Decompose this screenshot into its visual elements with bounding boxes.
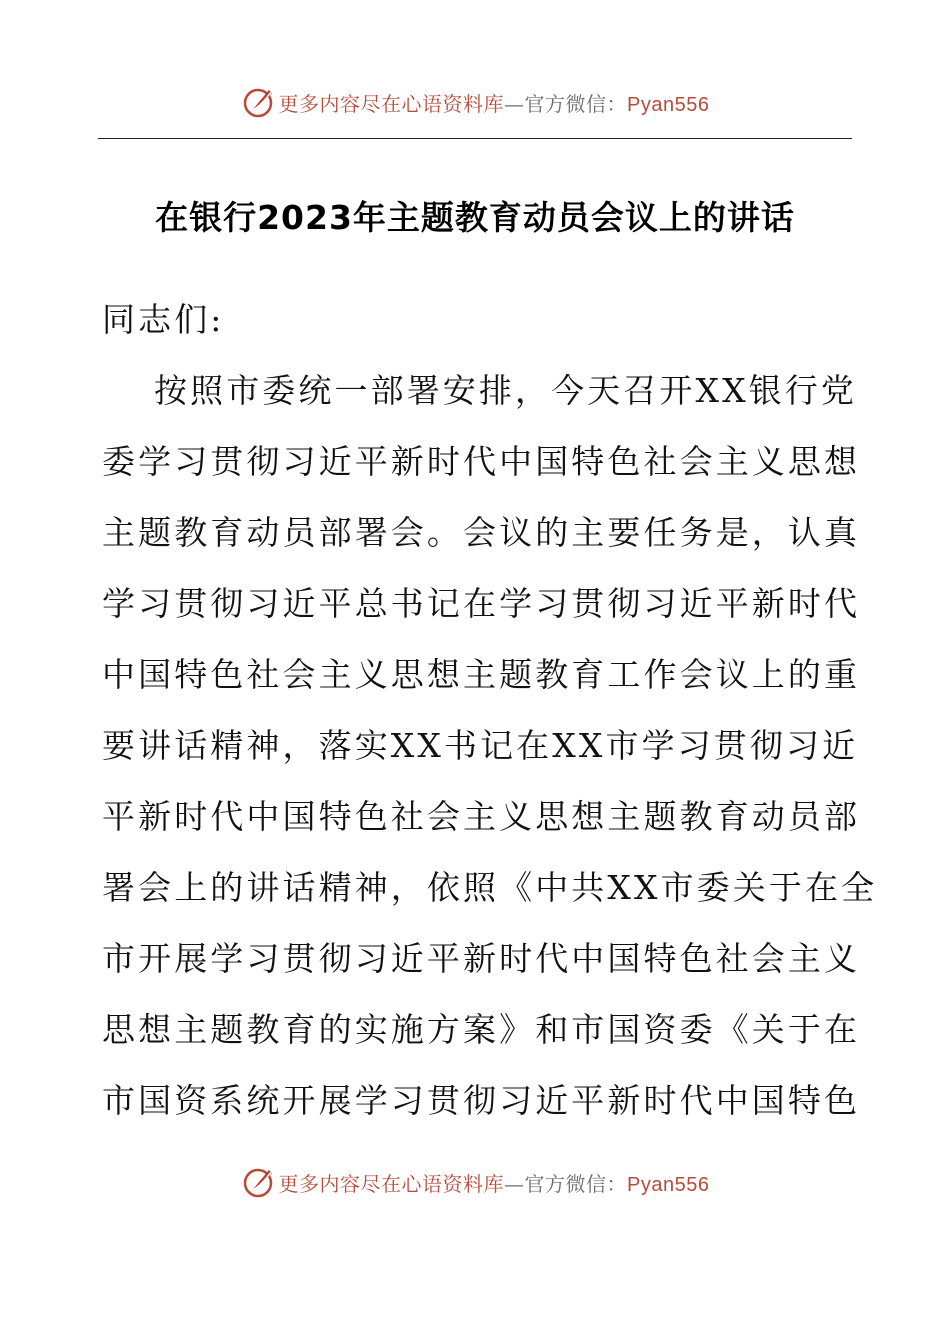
body-line: 主题教育动员部署会。会议的主要任务是，认真 bbox=[102, 513, 861, 552]
body-line: 思想主题教育的实施方案》和市国资委《关于在 bbox=[102, 1010, 861, 1049]
footer-watermark bbox=[0, 1160, 950, 1204]
watermark-separator: — bbox=[504, 91, 525, 116]
watermark-separator: — bbox=[504, 1171, 525, 1196]
header-divider bbox=[98, 138, 852, 139]
watermark-brand: 更多内容尽在心语资料库 bbox=[278, 1171, 505, 1196]
watermark-wechat-label: 官方微信： bbox=[524, 1171, 628, 1196]
watermark-brand: 更多内容尽在心语资料库 bbox=[278, 91, 505, 116]
watermark-text bbox=[279, 88, 710, 117]
quill-logo-icon bbox=[241, 1164, 277, 1200]
body-line: 平新时代中国特色社会主义思想主题教育动员部 bbox=[102, 797, 861, 836]
body-line: 市国资系统开展学习贯彻习近平新时代中国特色 bbox=[102, 1081, 861, 1120]
document-body bbox=[102, 284, 878, 1136]
quill-logo-icon bbox=[241, 84, 277, 120]
body-line: 中国特色社会主义思想主题教育工作会议上的重 bbox=[102, 655, 861, 694]
watermark-wechat-id: Pyan556 bbox=[627, 93, 710, 116]
document-title: 在银行2023年主题教育动员会议上的讲话 bbox=[155, 198, 795, 237]
body-line: 委学习贯彻习近平新时代中国特色社会主义思想 bbox=[102, 442, 861, 481]
body-line: 按照市委统一部署安排，今天召开XX银行党 bbox=[154, 371, 857, 410]
watermark-text bbox=[279, 1168, 710, 1197]
body-line: 市开展学习贯彻习近平新时代中国特色社会主义 bbox=[102, 939, 861, 978]
header-watermark bbox=[0, 80, 950, 124]
watermark-wechat-id: Pyan556 bbox=[627, 1173, 710, 1196]
salutation: 同志们: bbox=[102, 300, 225, 339]
body-line: 署会上的讲话精神，依照《中共XX市委关于在全 bbox=[102, 868, 878, 907]
body-line: 学习贯彻习近平总书记在学习贯彻习近平新时代 bbox=[102, 584, 861, 623]
body-line: 要讲话精神，落实XX书记在XX市学习贯彻习近 bbox=[102, 726, 859, 765]
watermark-wechat-label: 官方微信： bbox=[524, 91, 628, 116]
